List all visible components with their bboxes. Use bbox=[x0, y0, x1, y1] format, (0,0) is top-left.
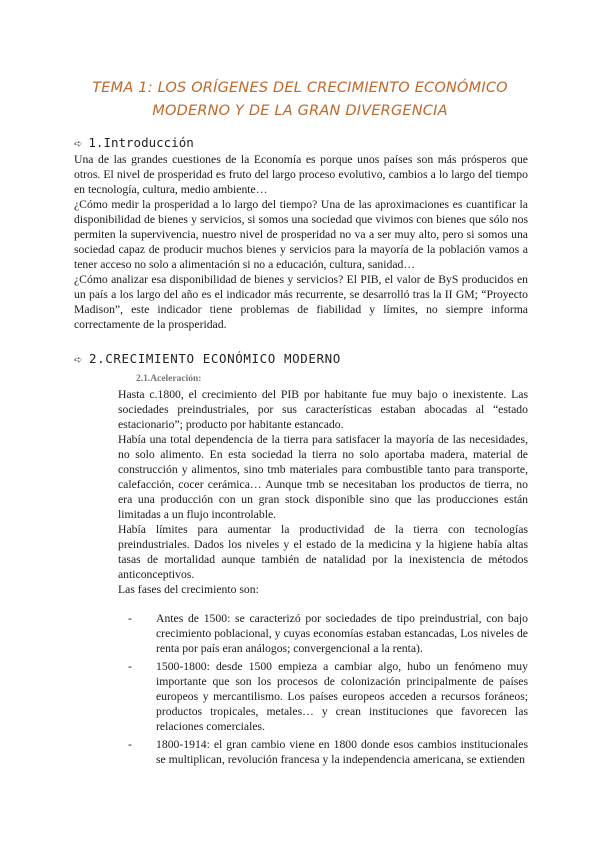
arrow-right-icon: ➪ bbox=[74, 355, 83, 366]
list-item bbox=[118, 611, 528, 656]
list-item bbox=[118, 659, 528, 734]
paragraph: Había límites para aumentar la productividad de la tierra con tecnologías preindustriales. Dados los niveles y el estado de la medicina y la higiene había altas tasas de mortalidad aunque también de natalidad por la inexistencia de métodos anticonceptivos. bbox=[118, 523, 528, 581]
aceleracion-body bbox=[118, 387, 528, 597]
document-title-line-2: MODERNO Y DE LA GRAN DIVERGENCIA bbox=[152, 103, 448, 119]
introduction-body bbox=[74, 152, 528, 332]
list-marker: - bbox=[128, 738, 132, 751]
document-title-line-1: TEMA 1: LOS ORÍGENES DEL CRECIMIENTO ECONÓMICO bbox=[92, 80, 508, 96]
list-item-text: 1500-1800: desde 1500 empieza a cambiar algo, hubo un fenómeno muy importante que son los procesos de colonización principalmente de países europeos y mercantilismo. Los países europeos acceden a recursos foráneos; productos tropicales, metales… y crean instituciones que favorecen las relaciones comerciales. bbox=[156, 660, 528, 733]
list-marker: - bbox=[128, 612, 132, 625]
list-item-text: Antes de 1500: se caracterizó por sociedades de tipo preindustrial, con bajo crecimiento poblacional, y cuyas economías estaban estancadas, Los niveles de renta por país eran análogos; convergencional a la renta). bbox=[156, 612, 528, 655]
list-item bbox=[118, 737, 528, 767]
section-heading-text: 2.CRECIMIENTO ECONÓMICO MODERNO bbox=[88, 351, 341, 366]
paragraph: ¿Cómo medir la prosperidad a lo largo del tiempo? Una de las aproximaciones es cuantificar la disponibilidad de bienes y servicios, si somos una sociedad que vivimos con bienes que sólo nos permiten la supervivencia, nuestro nivel de prosperidad no va a ser muy alto, pero si somos una sociedad capaz de producir muchos bienes y servicios para la mayoría de la población vamos a tener acceso no solo a alimentación si no a educación, cultura, sanidad… bbox=[74, 198, 528, 271]
list-item-text: 1800-1914: el gran cambio viene en 1800 donde esos cambios institucionales se multiplican, revolución francesa y la independencia americana, se extienden bbox=[156, 738, 528, 766]
list-marker: - bbox=[128, 660, 132, 673]
section-heading-text: 1.Introducción bbox=[88, 135, 194, 150]
subsection-heading: 2.1.Aceleración: bbox=[136, 374, 202, 384]
section-heading-introduccion bbox=[74, 135, 194, 150]
growth-phases-list bbox=[118, 611, 528, 770]
paragraph: Las fases del crecimiento son: bbox=[118, 583, 259, 596]
paragraph: Una de las grandes cuestiones de la Economía es porque unos países son más prósperos que otros. El nivel de prosperidad es fruto del largo proceso evolutivo, cambios a lo largo del tiempo en tecnología, cultura, medio ambiente… bbox=[74, 153, 528, 196]
paragraph: Había una total dependencia de la tierra para satisfacer la mayoría de las necesidades, no solo alimento. En esta sociedad la tierra no solo aportaba madera, material de construcción y alimentos, sino tmb materiales para combustible tanto para transporte, calefacción, cocer cerámica… Aunque tmb se necesitaban los productos de tierra, no era una producción con un gran stock disponible sino que las producciones están limitadas a un flujo incontrolable. bbox=[118, 433, 528, 521]
paragraph: ¿Cómo analizar esa disponibilidad de bienes y servicios? El PIB, el valor de ByS producidos en un país a los largo del año es el indicador más recurrente, se desarrolló tras la II GM; “Proyecto Madison”, este indicador tiene problemas de fiabilidad y límites, no siempre informa correctamente de la prosperidad. bbox=[74, 273, 528, 331]
arrow-right-icon: ➪ bbox=[74, 139, 83, 150]
paragraph: Hasta c.1800, el crecimiento del PIB por habitante fue muy bajo o inexistente. Las sociedades preindustriales, por sus características estaban abocadas al “estado estacionario”; producto por habitante estancado. bbox=[118, 388, 528, 431]
section-heading-crecimiento bbox=[74, 351, 341, 366]
